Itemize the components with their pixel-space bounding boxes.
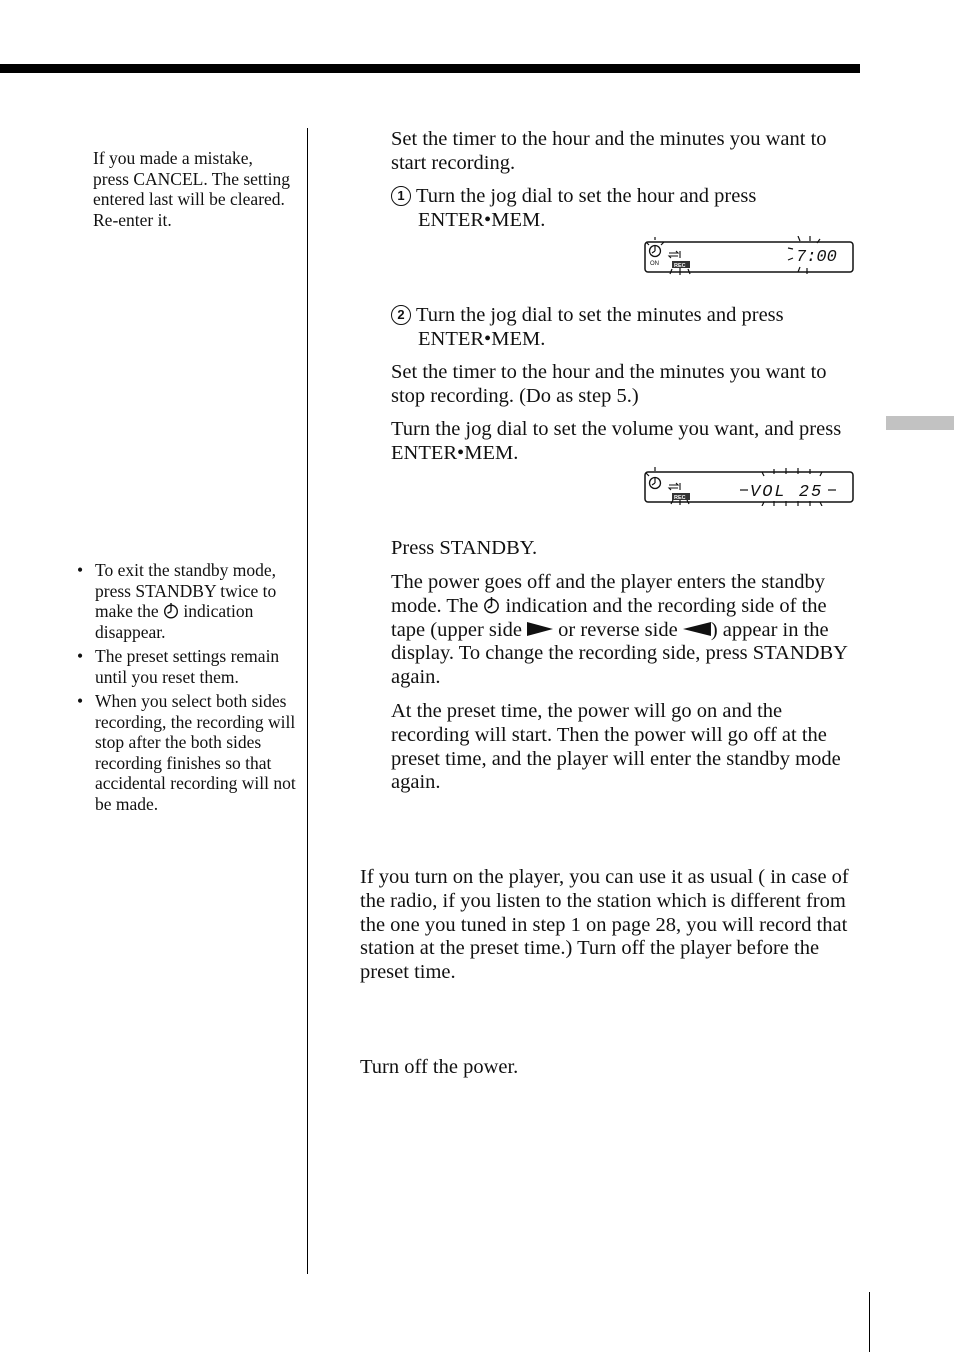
substep-hour: 1 Turn the jog dial to set the hour and press ENTER•MEM. bbox=[391, 185, 861, 233]
repeat-arrows-icon bbox=[669, 251, 680, 258]
svg-text:VOL 25: VOL 25 bbox=[750, 483, 824, 502]
timer-clock-icon bbox=[163, 602, 179, 619]
timer-clock-icon bbox=[650, 246, 661, 257]
lcd-display-volume bbox=[640, 466, 858, 506]
step-standby: Press STANDBY. bbox=[391, 537, 538, 559]
usage-note: If you turn on the player, you can use it as usual ( in case of the radio, if you listen to the station which is different from the one you tuned in step 1 on page 28, you will record that station at the preset time.) Turn off the player before the preset time. bbox=[360, 866, 849, 984]
repeat-arrows-icon bbox=[669, 483, 680, 490]
substep-minutes: 2 Turn the jog dial to set the minutes and press ENTER•MEM. bbox=[391, 304, 861, 352]
power-off-instruction: Turn off the power. bbox=[360, 1056, 519, 1078]
sidebar-bullets bbox=[76, 560, 296, 818]
page-corner-rule bbox=[869, 1292, 870, 1352]
step-start-time: Set the timer to the hour and the minutes you want to start recording. bbox=[391, 128, 827, 174]
lcd-display-hour bbox=[640, 236, 858, 276]
svg-text:REC: REC bbox=[674, 495, 686, 501]
svg-text:ON: ON bbox=[650, 261, 659, 267]
list-item: • When you select both sides recording, the recording will stop after the both sides recording finishes so that accidental recording will not be made. bbox=[76, 691, 296, 814]
step-number: 1 bbox=[391, 186, 411, 206]
step-stop-time: Set the timer to the hour and the minutes you want to stop recording. (Do as step 5.) bbox=[391, 361, 827, 407]
list-item: • The preset settings remain until you reset them. bbox=[76, 646, 296, 687]
top-rule bbox=[0, 64, 860, 73]
timer-clock-icon bbox=[650, 478, 661, 489]
list-item: • To exit the standby mode, press STANDBY twice to make the indication disappear. bbox=[76, 560, 296, 642]
timer-clock-icon bbox=[483, 596, 500, 614]
step-number: 2 bbox=[391, 305, 411, 325]
section-tab bbox=[886, 416, 954, 430]
sidebar-note: If you made a mistake, press CANCEL. The setting entered last will be cleared. Re-enter it. bbox=[93, 148, 291, 230]
preset-time-explanation: At the preset time, the power will go on and the recording will start. Then the power will go off at the preset time, and the player will enter the standby mode again. bbox=[391, 700, 841, 794]
svg-text:REC: REC bbox=[674, 263, 686, 269]
step-volume: Turn the jog dial to set the volume you want, and press ENTER•MEM. bbox=[391, 418, 842, 464]
column-divider bbox=[307, 128, 308, 1274]
play-forward-icon bbox=[527, 622, 553, 636]
play-reverse-icon bbox=[683, 622, 711, 636]
standby-explanation: The power goes off and the player enters the standby mode. The indication and the recording side of the tape (upper side or reverse side ) appear in the display. To change the recording side, press STANDBY again. bbox=[391, 571, 848, 689]
svg-text:7:00: 7:00 bbox=[796, 248, 837, 267]
